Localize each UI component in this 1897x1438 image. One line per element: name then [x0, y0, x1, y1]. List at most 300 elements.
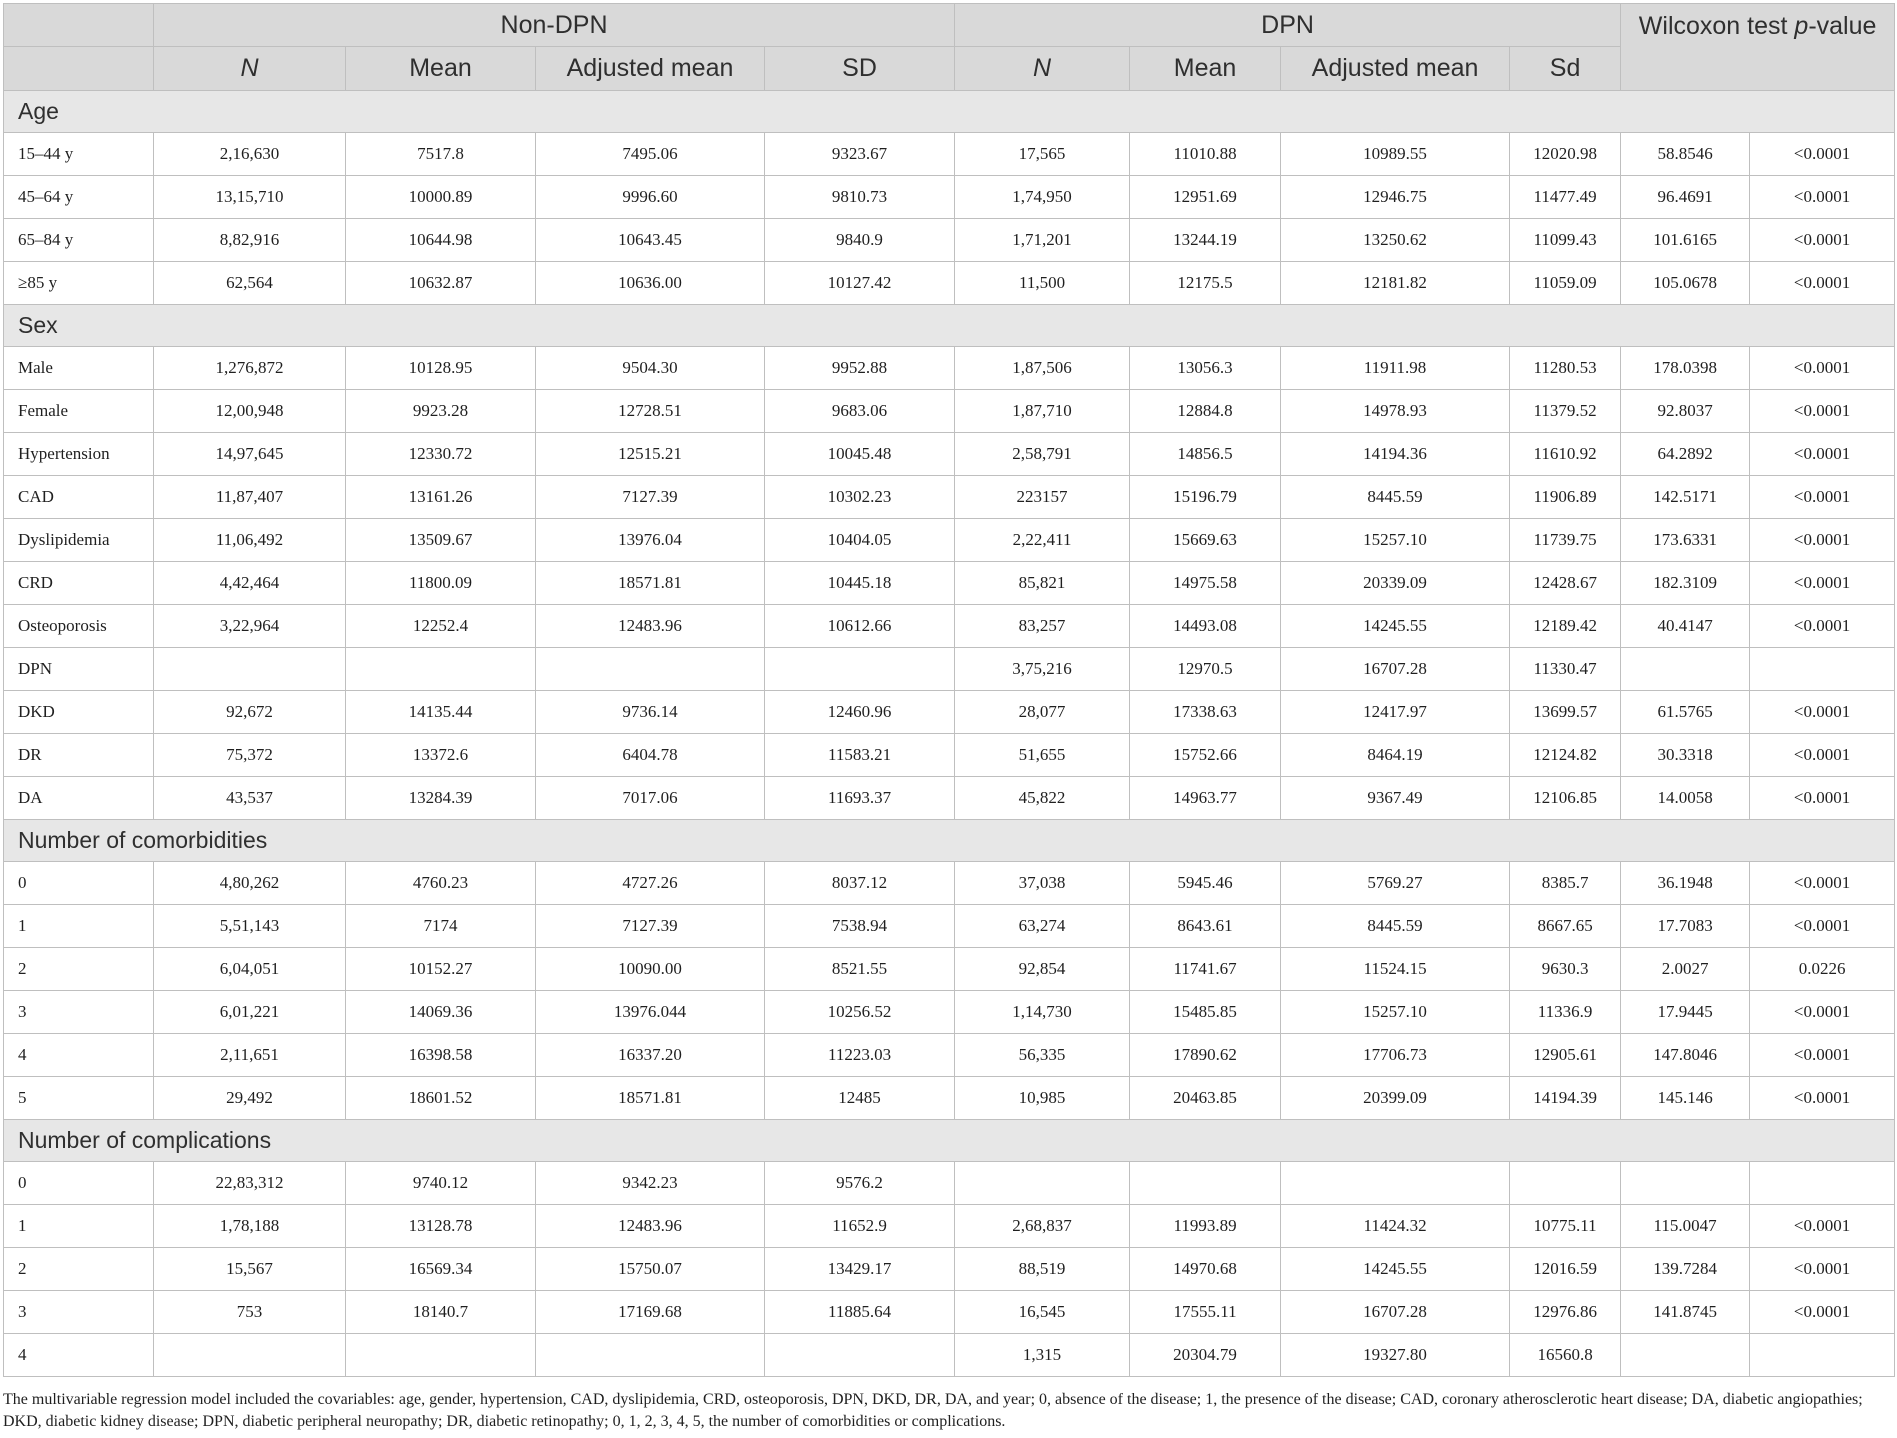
cell-dpn-sd: 12106.85 [1510, 777, 1621, 820]
cell-dpn-n: 51,655 [955, 734, 1130, 777]
cell-p-value [1750, 648, 1895, 691]
cell-nondpn-n: 753 [154, 1291, 346, 1334]
cell-nondpn-sd: 12485 [765, 1077, 955, 1120]
cell-dpn-n: 3,75,216 [955, 648, 1130, 691]
table-row [4, 262, 1895, 305]
cell-nondpn-n: 62,564 [154, 262, 346, 305]
table-row [4, 905, 1895, 948]
header-wilcoxon-suffix: -value [1808, 12, 1877, 40]
cell-dpn-n: 11,500 [955, 262, 1130, 305]
cell-p-value: <0.0001 [1750, 262, 1895, 305]
cell-dpn-sd: 12905.61 [1510, 1034, 1621, 1077]
cell-nondpn-adjusted-mean: 12483.96 [536, 1205, 765, 1248]
cell-nondpn-sd: 13429.17 [765, 1248, 955, 1291]
cell-p-value: <0.0001 [1750, 691, 1895, 734]
cell-dpn-n: 2,68,837 [955, 1205, 1130, 1248]
cell-dpn-n: 92,854 [955, 948, 1130, 991]
cell-dpn-sd: 11906.89 [1510, 476, 1621, 519]
cell-p-value: <0.0001 [1750, 777, 1895, 820]
cell-dpn-sd: 11336.9 [1510, 991, 1621, 1034]
cell-dpn-adjusted-mean [1281, 1162, 1510, 1205]
cell-nondpn-mean [346, 648, 536, 691]
cell-dpn-n: 1,87,506 [955, 347, 1130, 390]
cell-nondpn-n: 29,492 [154, 1077, 346, 1120]
cell-nondpn-sd: 9840.9 [765, 219, 955, 262]
table-row [4, 476, 1895, 519]
cell-dpn-adjusted-mean: 12181.82 [1281, 262, 1510, 305]
cell-p-value: <0.0001 [1750, 519, 1895, 562]
cell-nondpn-mean: 13509.67 [346, 519, 536, 562]
cell-wilcoxon-statistic: 141.8745 [1621, 1291, 1750, 1334]
cell-dpn-mean: 14493.08 [1130, 605, 1281, 648]
cell-dpn-mean: 15669.63 [1130, 519, 1281, 562]
cell-nondpn-adjusted-mean: 17169.68 [536, 1291, 765, 1334]
table-row [4, 519, 1895, 562]
cell-dpn-adjusted-mean: 8445.59 [1281, 476, 1510, 519]
cell-dpn-n: 63,274 [955, 905, 1130, 948]
cell-nondpn-sd: 11223.03 [765, 1034, 955, 1077]
cell-nondpn-sd: 11693.37 [765, 777, 955, 820]
cell-dpn-sd: 11330.47 [1510, 648, 1621, 691]
cell-p-value [1750, 1162, 1895, 1205]
cell-dpn-sd: 12016.59 [1510, 1248, 1621, 1291]
cell-dpn-n: 85,821 [955, 562, 1130, 605]
table-row [4, 176, 1895, 219]
cell-row-label: 2 [4, 1248, 154, 1291]
cell-dpn-adjusted-mean: 5769.27 [1281, 862, 1510, 905]
cell-nondpn-adjusted-mean [536, 1334, 765, 1377]
cell-dpn-sd: 13699.57 [1510, 691, 1621, 734]
cell-dpn-n: 1,74,950 [955, 176, 1130, 219]
cell-nondpn-mean: 16569.34 [346, 1248, 536, 1291]
cell-dpn-n: 88,519 [955, 1248, 1130, 1291]
header-row-groups [4, 4, 1895, 47]
cell-dpn-mean: 12951.69 [1130, 176, 1281, 219]
cell-dpn-adjusted-mean: 11524.15 [1281, 948, 1510, 991]
cell-dpn-n: 2,22,411 [955, 519, 1130, 562]
cell-nondpn-mean: 11800.09 [346, 562, 536, 605]
cell-nondpn-n: 14,97,645 [154, 433, 346, 476]
header-wilcoxon [1621, 4, 1895, 91]
cell-nondpn-mean: 9740.12 [346, 1162, 536, 1205]
cell-dpn-sd: 16560.8 [1510, 1334, 1621, 1377]
cell-nondpn-mean: 12330.72 [346, 433, 536, 476]
header-row-columns [4, 47, 1895, 91]
section-title: Age [4, 91, 1895, 133]
cell-nondpn-mean: 4760.23 [346, 862, 536, 905]
col-header-nondpn-n: N [154, 47, 346, 91]
cell-dpn-adjusted-mean: 11911.98 [1281, 347, 1510, 390]
cell-wilcoxon-statistic: 105.0678 [1621, 262, 1750, 305]
cell-dpn-n: 2,58,791 [955, 433, 1130, 476]
col-header-nondpn-mean: Mean [346, 47, 536, 91]
cell-nondpn-mean: 14069.36 [346, 991, 536, 1034]
cell-nondpn-n: 6,01,221 [154, 991, 346, 1034]
cell-nondpn-adjusted-mean: 12515.21 [536, 433, 765, 476]
cell-nondpn-adjusted-mean: 9342.23 [536, 1162, 765, 1205]
cell-dpn-adjusted-mean: 16707.28 [1281, 648, 1510, 691]
cell-dpn-mean: 15752.66 [1130, 734, 1281, 777]
cell-nondpn-sd: 8037.12 [765, 862, 955, 905]
table-row [4, 605, 1895, 648]
header-corner-cell [4, 4, 154, 47]
table-row [4, 1334, 1895, 1377]
cell-row-label: 3 [4, 991, 154, 1034]
cell-row-label: DKD [4, 691, 154, 734]
cell-nondpn-adjusted-mean: 13976.04 [536, 519, 765, 562]
cell-dpn-n: 1,71,201 [955, 219, 1130, 262]
cell-dpn-sd: 10775.11 [1510, 1205, 1621, 1248]
cell-p-value: <0.0001 [1750, 219, 1895, 262]
cell-dpn-adjusted-mean: 8464.19 [1281, 734, 1510, 777]
cell-dpn-sd: 11379.52 [1510, 390, 1621, 433]
cell-row-label: 5 [4, 1077, 154, 1120]
cell-dpn-sd: 12428.67 [1510, 562, 1621, 605]
cell-p-value [1750, 1334, 1895, 1377]
cell-dpn-adjusted-mean: 13250.62 [1281, 219, 1510, 262]
cell-nondpn-n: 4,80,262 [154, 862, 346, 905]
table-row [4, 777, 1895, 820]
cell-dpn-n: 1,14,730 [955, 991, 1130, 1034]
cell-dpn-sd: 11059.09 [1510, 262, 1621, 305]
cell-nondpn-adjusted-mean: 10636.00 [536, 262, 765, 305]
cell-row-label: Female [4, 390, 154, 433]
cell-dpn-adjusted-mean: 8445.59 [1281, 905, 1510, 948]
cell-dpn-mean [1130, 1162, 1281, 1205]
cell-row-label: 65–84 y [4, 219, 154, 262]
cell-dpn-mean: 17890.62 [1130, 1034, 1281, 1077]
cell-nondpn-n: 13,15,710 [154, 176, 346, 219]
cell-nondpn-mean [346, 1334, 536, 1377]
cell-wilcoxon-statistic: 61.5765 [1621, 691, 1750, 734]
cell-nondpn-n: 12,00,948 [154, 390, 346, 433]
cell-nondpn-mean: 10000.89 [346, 176, 536, 219]
cell-nondpn-mean: 18601.52 [346, 1077, 536, 1120]
cell-nondpn-mean: 10128.95 [346, 347, 536, 390]
cell-dpn-n: 10,985 [955, 1077, 1130, 1120]
cell-nondpn-adjusted-mean [536, 648, 765, 691]
cell-nondpn-sd: 12460.96 [765, 691, 955, 734]
cell-dpn-sd: 11099.43 [1510, 219, 1621, 262]
cell-p-value: <0.0001 [1750, 1248, 1895, 1291]
table-row [4, 562, 1895, 605]
cell-dpn-sd: 11280.53 [1510, 347, 1621, 390]
section-title: Number of comorbidities [4, 820, 1895, 862]
cell-wilcoxon-statistic: 36.1948 [1621, 862, 1750, 905]
cell-nondpn-sd: 9952.88 [765, 347, 955, 390]
cell-row-label: DA [4, 777, 154, 820]
cell-nondpn-n: 2,16,630 [154, 133, 346, 176]
cell-p-value: <0.0001 [1750, 176, 1895, 219]
cell-dpn-adjusted-mean: 11424.32 [1281, 1205, 1510, 1248]
cell-nondpn-n: 3,22,964 [154, 605, 346, 648]
cell-dpn-adjusted-mean: 9367.49 [1281, 777, 1510, 820]
cell-nondpn-adjusted-mean: 9996.60 [536, 176, 765, 219]
cell-row-label: 4 [4, 1334, 154, 1377]
cell-nondpn-sd: 8521.55 [765, 948, 955, 991]
cell-dpn-n: 17,565 [955, 133, 1130, 176]
cell-nondpn-sd: 10256.52 [765, 991, 955, 1034]
cell-wilcoxon-statistic: 92.8037 [1621, 390, 1750, 433]
header-non-dpn: Non-DPN [154, 4, 955, 47]
cell-nondpn-adjusted-mean: 7127.39 [536, 905, 765, 948]
cell-nondpn-sd: 11652.9 [765, 1205, 955, 1248]
cell-nondpn-sd: 9576.2 [765, 1162, 955, 1205]
col-header-dpn-mean: Mean [1130, 47, 1281, 91]
cell-nondpn-sd: 9810.73 [765, 176, 955, 219]
cell-dpn-adjusted-mean: 12417.97 [1281, 691, 1510, 734]
cell-dpn-adjusted-mean: 16707.28 [1281, 1291, 1510, 1334]
table-row [4, 1077, 1895, 1120]
cell-dpn-adjusted-mean: 14194.36 [1281, 433, 1510, 476]
cell-row-label: CRD [4, 562, 154, 605]
cell-p-value: <0.0001 [1750, 347, 1895, 390]
table-row [4, 691, 1895, 734]
cell-nondpn-n: 11,87,407 [154, 476, 346, 519]
cell-nondpn-mean: 12252.4 [346, 605, 536, 648]
table-row [4, 948, 1895, 991]
cell-dpn-adjusted-mean: 17706.73 [1281, 1034, 1510, 1077]
cell-dpn-mean: 17555.11 [1130, 1291, 1281, 1334]
cell-row-label: 15–44 y [4, 133, 154, 176]
cell-nondpn-sd: 10045.48 [765, 433, 955, 476]
cell-wilcoxon-statistic: 96.4691 [1621, 176, 1750, 219]
cell-wilcoxon-statistic [1621, 1162, 1750, 1205]
table-body [4, 91, 1895, 1377]
cell-p-value: <0.0001 [1750, 734, 1895, 777]
cell-wilcoxon-statistic: 115.0047 [1621, 1205, 1750, 1248]
cell-row-label: 0 [4, 862, 154, 905]
table-footnote: The multivariable regression model included the covariables: age, gender, hypertension, CAD, dyslipidemia, CRD, osteoporosis, DPN, DKD, DR, DA, and year; 0, absence of the disease; 1, the presence of the disease; CAD, coronary atherosclerotic heart disease; DA, diabetic angiopathies; DKD, diabetic kidney disease; DPN, diabetic peripheral neuropathy; DR, diabetic retinopathy; 0, 1, 2, 3, 4, 5, the number of comorbidities or complications. [3, 1391, 1863, 1430]
cell-dpn-sd: 12976.86 [1510, 1291, 1621, 1334]
cell-p-value: <0.0001 [1750, 562, 1895, 605]
cell-dpn-mean: 14970.68 [1130, 1248, 1281, 1291]
cell-dpn-n: 223157 [955, 476, 1130, 519]
cell-p-value: <0.0001 [1750, 905, 1895, 948]
cell-nondpn-mean: 7517.8 [346, 133, 536, 176]
cell-dpn-n: 83,257 [955, 605, 1130, 648]
col-header-nondpn-adjusted-mean: Adjusted mean [536, 47, 765, 91]
cell-dpn-mean: 12175.5 [1130, 262, 1281, 305]
cell-wilcoxon-statistic: 30.3318 [1621, 734, 1750, 777]
cell-dpn-mean: 15196.79 [1130, 476, 1281, 519]
cell-dpn-n: 37,038 [955, 862, 1130, 905]
cell-p-value: <0.0001 [1750, 1205, 1895, 1248]
cell-p-value: <0.0001 [1750, 605, 1895, 648]
cell-nondpn-sd [765, 648, 955, 691]
cell-row-label: 1 [4, 905, 154, 948]
cell-nondpn-sd: 10302.23 [765, 476, 955, 519]
cell-nondpn-sd [765, 1334, 955, 1377]
cell-nondpn-adjusted-mean: 12483.96 [536, 605, 765, 648]
cell-nondpn-n: 11,06,492 [154, 519, 346, 562]
header-wilcoxon-prefix: Wilcoxon test [1638, 12, 1795, 40]
cell-wilcoxon-statistic: 182.3109 [1621, 562, 1750, 605]
cell-nondpn-n: 4,42,464 [154, 562, 346, 605]
cell-nondpn-sd: 10404.05 [765, 519, 955, 562]
cell-nondpn-sd: 9323.67 [765, 133, 955, 176]
cell-dpn-adjusted-mean: 20399.09 [1281, 1077, 1510, 1120]
cell-dpn-n: 16,545 [955, 1291, 1130, 1334]
cell-nondpn-n: 2,11,651 [154, 1034, 346, 1077]
table-row [4, 991, 1895, 1034]
cell-dpn-sd: 12189.42 [1510, 605, 1621, 648]
cell-wilcoxon-statistic: 14.0058 [1621, 777, 1750, 820]
cell-nondpn-n: 22,83,312 [154, 1162, 346, 1205]
cell-nondpn-n: 6,04,051 [154, 948, 346, 991]
cell-wilcoxon-statistic: 101.6165 [1621, 219, 1750, 262]
cell-dpn-n: 28,077 [955, 691, 1130, 734]
cell-nondpn-mean: 10152.27 [346, 948, 536, 991]
cell-dpn-adjusted-mean: 14245.55 [1281, 605, 1510, 648]
cell-wilcoxon-statistic [1621, 1334, 1750, 1377]
cell-dpn-mean: 13056.3 [1130, 347, 1281, 390]
cell-row-label: DPN [4, 648, 154, 691]
cell-dpn-adjusted-mean: 12946.75 [1281, 176, 1510, 219]
section-header-row [4, 1120, 1895, 1162]
cell-row-label: CAD [4, 476, 154, 519]
cell-nondpn-sd: 10612.66 [765, 605, 955, 648]
cell-nondpn-adjusted-mean: 18571.81 [536, 562, 765, 605]
section-header-row [4, 820, 1895, 862]
cell-nondpn-mean: 10644.98 [346, 219, 536, 262]
cell-p-value: <0.0001 [1750, 1291, 1895, 1334]
cell-nondpn-sd: 9683.06 [765, 390, 955, 433]
cell-nondpn-mean: 16398.58 [346, 1034, 536, 1077]
cell-dpn-mean: 15485.85 [1130, 991, 1281, 1034]
cell-dpn-n: 45,822 [955, 777, 1130, 820]
col-header-dpn-n: N [955, 47, 1130, 91]
header-corner-cell-2 [4, 47, 154, 91]
cell-wilcoxon-statistic: 173.6331 [1621, 519, 1750, 562]
cell-row-label: 2 [4, 948, 154, 991]
cell-nondpn-mean: 13161.26 [346, 476, 536, 519]
cell-row-label: 3 [4, 1291, 154, 1334]
cell-nondpn-adjusted-mean: 12728.51 [536, 390, 765, 433]
cell-dpn-sd: 9630.3 [1510, 948, 1621, 991]
cell-dpn-n [955, 1162, 1130, 1205]
section-title: Sex [4, 305, 1895, 347]
cell-row-label: Osteoporosis [4, 605, 154, 648]
table-row [4, 390, 1895, 433]
cell-nondpn-n: 15,567 [154, 1248, 346, 1291]
cell-nondpn-adjusted-mean: 10090.00 [536, 948, 765, 991]
cell-wilcoxon-statistic: 178.0398 [1621, 347, 1750, 390]
cell-wilcoxon-statistic: 142.5171 [1621, 476, 1750, 519]
cell-p-value: <0.0001 [1750, 476, 1895, 519]
cell-wilcoxon-statistic: 17.7083 [1621, 905, 1750, 948]
cell-row-label: DR [4, 734, 154, 777]
cell-p-value: 0.0226 [1750, 948, 1895, 991]
cell-dpn-adjusted-mean: 14978.93 [1281, 390, 1510, 433]
header-wilcoxon-p: p [1794, 12, 1809, 40]
cell-dpn-mean: 17338.63 [1130, 691, 1281, 734]
cell-nondpn-sd: 7538.94 [765, 905, 955, 948]
cell-row-label: 1 [4, 1205, 154, 1248]
results-table [3, 3, 1895, 1377]
cell-wilcoxon-statistic: 147.8046 [1621, 1034, 1750, 1077]
cell-nondpn-mean: 14135.44 [346, 691, 536, 734]
cell-nondpn-adjusted-mean: 9504.30 [536, 347, 765, 390]
cell-dpn-adjusted-mean: 14245.55 [1281, 1248, 1510, 1291]
cell-dpn-mean: 13244.19 [1130, 219, 1281, 262]
cell-nondpn-n: 8,82,916 [154, 219, 346, 262]
cell-dpn-adjusted-mean: 15257.10 [1281, 991, 1510, 1034]
cell-dpn-mean: 14963.77 [1130, 777, 1281, 820]
cell-dpn-sd: 11739.75 [1510, 519, 1621, 562]
cell-p-value: <0.0001 [1750, 862, 1895, 905]
cell-wilcoxon-statistic: 2.0027 [1621, 948, 1750, 991]
table-row [4, 862, 1895, 905]
cell-nondpn-mean: 18140.7 [346, 1291, 536, 1334]
cell-dpn-mean: 14856.5 [1130, 433, 1281, 476]
cell-wilcoxon-statistic: 40.4147 [1621, 605, 1750, 648]
header-dpn: DPN [955, 4, 1621, 47]
cell-nondpn-n: 1,276,872 [154, 347, 346, 390]
cell-row-label: 45–64 y [4, 176, 154, 219]
cell-dpn-sd [1510, 1162, 1621, 1205]
cell-wilcoxon-statistic: 64.2892 [1621, 433, 1750, 476]
col-header-dpn-sd: Sd [1510, 47, 1621, 91]
cell-dpn-sd: 11477.49 [1510, 176, 1621, 219]
cell-dpn-mean: 5945.46 [1130, 862, 1281, 905]
cell-nondpn-adjusted-mean: 7017.06 [536, 777, 765, 820]
cell-p-value: <0.0001 [1750, 1077, 1895, 1120]
col-header-nondpn-sd: SD [765, 47, 955, 91]
cell-nondpn-n [154, 648, 346, 691]
cell-dpn-mean: 11741.67 [1130, 948, 1281, 991]
table-row [4, 734, 1895, 777]
cell-dpn-sd: 12020.98 [1510, 133, 1621, 176]
cell-nondpn-adjusted-mean: 7495.06 [536, 133, 765, 176]
cell-p-value: <0.0001 [1750, 390, 1895, 433]
cell-row-label: Hypertension [4, 433, 154, 476]
cell-nondpn-adjusted-mean: 15750.07 [536, 1248, 765, 1291]
cell-dpn-sd: 14194.39 [1510, 1077, 1621, 1120]
cell-nondpn-adjusted-mean: 10643.45 [536, 219, 765, 262]
cell-dpn-adjusted-mean: 10989.55 [1281, 133, 1510, 176]
cell-nondpn-adjusted-mean: 16337.20 [536, 1034, 765, 1077]
cell-dpn-mean: 14975.58 [1130, 562, 1281, 605]
cell-row-label: Male [4, 347, 154, 390]
cell-nondpn-n: 1,78,188 [154, 1205, 346, 1248]
cell-nondpn-n: 92,672 [154, 691, 346, 734]
table-row [4, 219, 1895, 262]
cell-nondpn-n: 43,537 [154, 777, 346, 820]
table-row [4, 648, 1895, 691]
cell-nondpn-adjusted-mean: 7127.39 [536, 476, 765, 519]
cell-dpn-mean: 11010.88 [1130, 133, 1281, 176]
cell-dpn-mean: 11993.89 [1130, 1205, 1281, 1248]
cell-row-label: Dyslipidemia [4, 519, 154, 562]
table-row [4, 1205, 1895, 1248]
cell-dpn-sd: 11610.92 [1510, 433, 1621, 476]
cell-nondpn-sd: 10127.42 [765, 262, 955, 305]
cell-nondpn-mean: 13284.39 [346, 777, 536, 820]
cell-dpn-mean: 20463.85 [1130, 1077, 1281, 1120]
table-row [4, 1248, 1895, 1291]
cell-nondpn-n: 5,51,143 [154, 905, 346, 948]
cell-nondpn-mean: 7174 [346, 905, 536, 948]
table-row [4, 347, 1895, 390]
cell-nondpn-sd: 11583.21 [765, 734, 955, 777]
table-row [4, 1162, 1895, 1205]
cell-dpn-sd: 8385.7 [1510, 862, 1621, 905]
cell-dpn-mean: 8643.61 [1130, 905, 1281, 948]
cell-dpn-n: 1,315 [955, 1334, 1130, 1377]
col-header-dpn-adjusted-mean: Adjusted mean [1281, 47, 1510, 91]
section-header-row [4, 305, 1895, 347]
